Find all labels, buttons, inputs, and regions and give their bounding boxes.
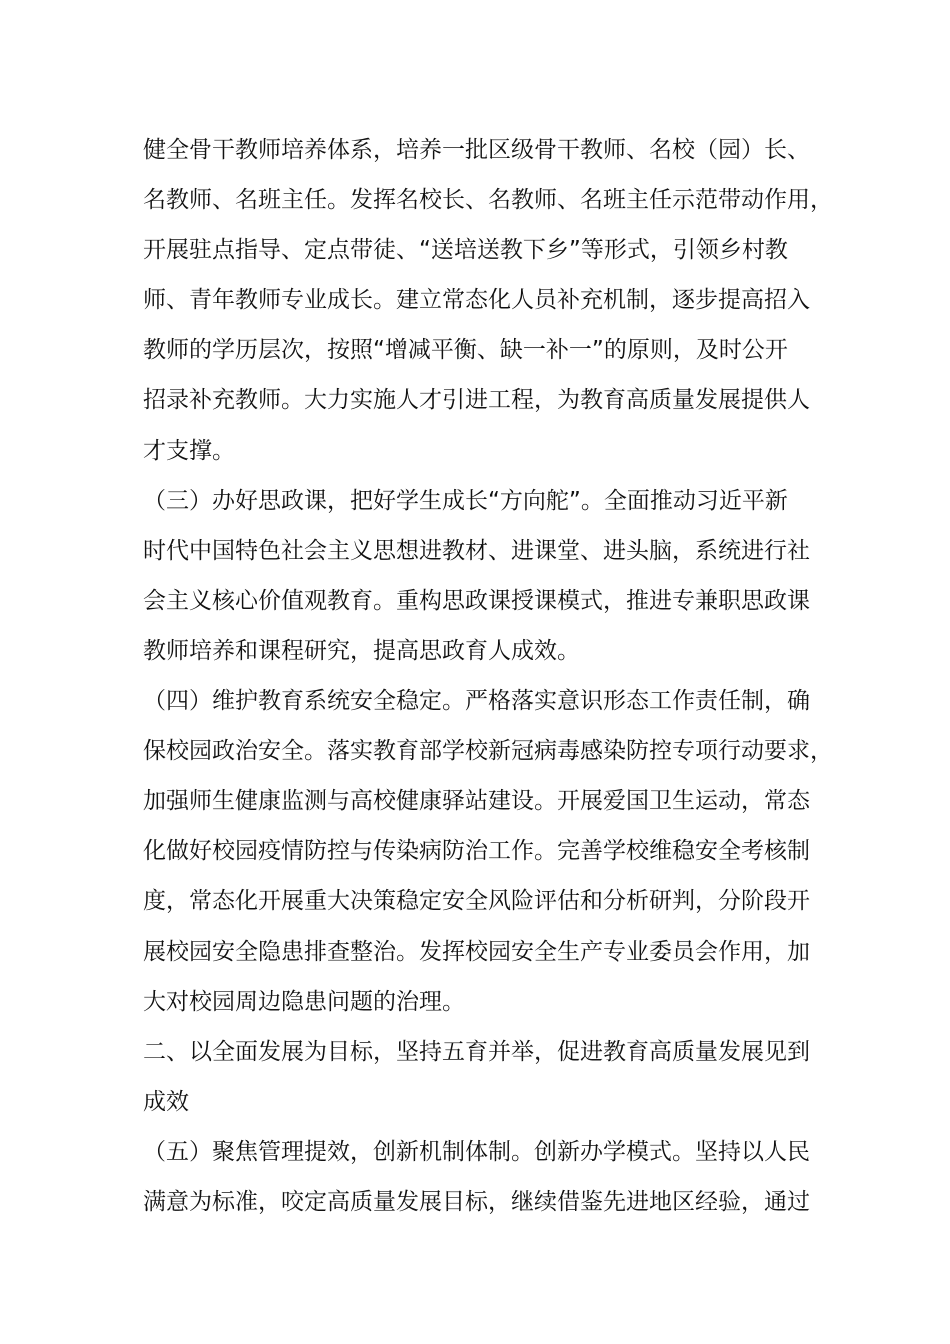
- text-line: 时代中国特色社会主义思想进教材、进课堂、进头脑，系统进行社: [143, 537, 810, 564]
- text-line: 保校园政治安全。落实教育部学校新冠病毒感染防控专项行动要求，: [143, 738, 833, 765]
- section-heading-4: （四）维护教育系统安全稳定。严格落实意识形态工作责任制，确: [143, 688, 810, 715]
- text-line: 健全骨干教师培养体系，培养一批区级骨干教师、名校（园）长、: [143, 137, 810, 163]
- text-line: 度，常态化开展重大决策稳定安全风险评估和分析研判，分阶段开: [143, 888, 810, 915]
- text-line: 化做好校园疫情防控与传染病防治工作。完善学校维稳安全考核制: [143, 838, 810, 865]
- text-line: 满意为标准，咬定高质量发展目标，继续借鉴先进地区经验，通过: [143, 1188, 810, 1215]
- text-line: 师、青年教师专业成长。建立常态化人员补充机制，逐步提高招入: [143, 287, 810, 314]
- text-line: 展校园安全隐患排查整治。发挥校园安全生产专业委员会作用，加: [143, 938, 810, 965]
- text-line: 教师的学历层次，按照“增减平衡、缺一补一”的原则，及时公开: [143, 337, 788, 364]
- section-heading-3: （三）办好思政课，把好学生成长“方向舵”。全面推动习近平新: [143, 487, 788, 514]
- text-line: 名教师、名班主任。发挥名校长、名教师、名班主任示范带动作用，: [143, 187, 833, 214]
- body-text: [143, 125, 833, 1227]
- text-line: 加强师生健康监测与高校健康驿站建设。开展爱国卫生运动，常态: [143, 788, 810, 815]
- chapter-heading-2-cont: 成效: [143, 1088, 189, 1115]
- chapter-heading-2: 二、以全面发展为目标，坚持五育并举，促进教育高质量发展见到: [143, 1038, 810, 1065]
- text-line: 招录补充教师。大力实施人才引进工程，为教育高质量发展提供人: [143, 387, 810, 414]
- text-line: 大对校园周边隐患问题的治理。: [143, 988, 465, 1015]
- text-line: 开展驻点指导、定点带徒、“送培送教下乡”等形式，引领乡村教: [143, 237, 788, 264]
- text-line: 教师培养和课程研究，提高思政育人成效。: [143, 637, 580, 664]
- text-line: 才支撑。: [143, 437, 235, 464]
- text-line: 会主义核心价值观教育。重构思政课授课模式，推进专兼职思政课: [143, 587, 810, 614]
- section-heading-5: （五）聚焦管理提效，创新机制体制。创新办学模式。坚持以人民: [143, 1138, 810, 1165]
